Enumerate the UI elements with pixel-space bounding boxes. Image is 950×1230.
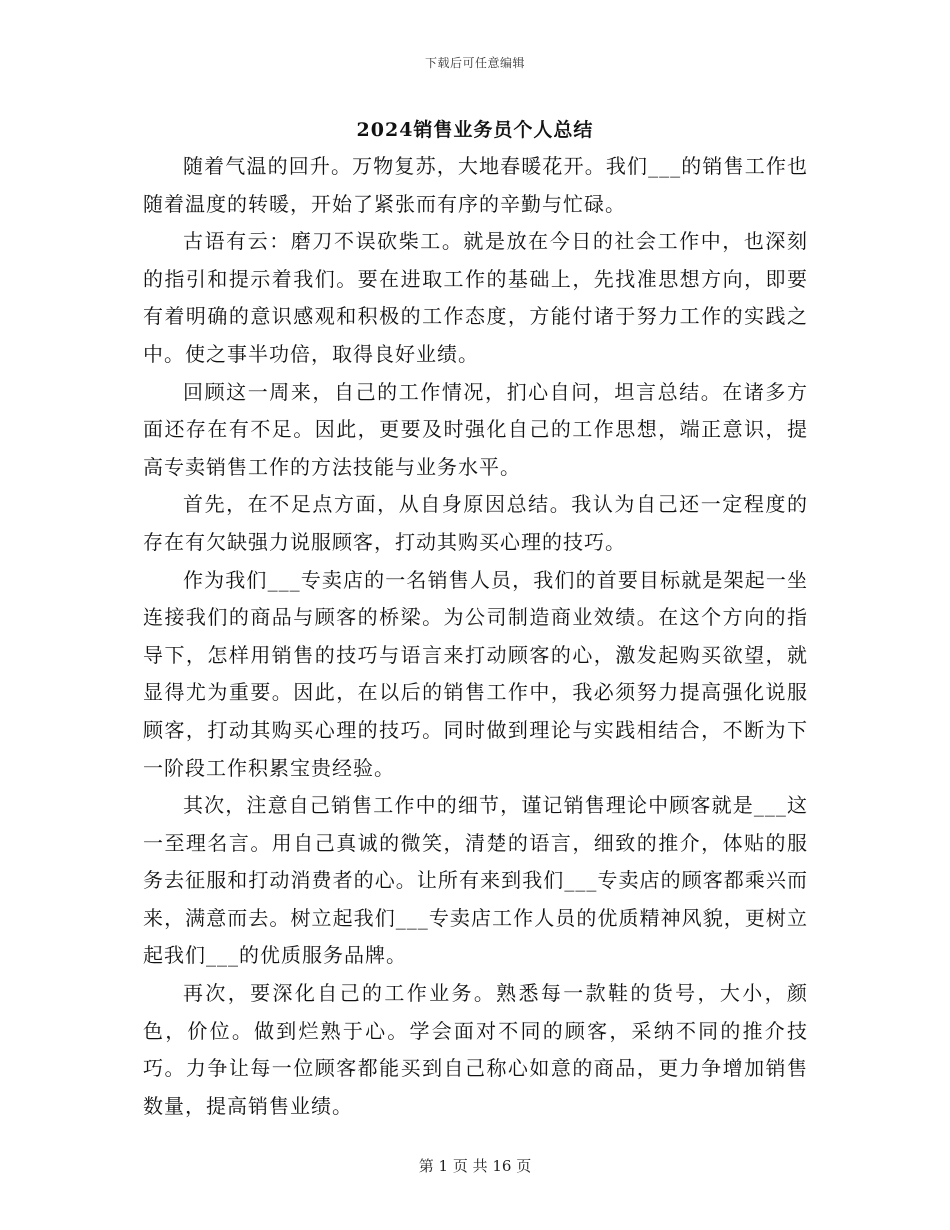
document-title: 2024销售业务员个人总结 — [356, 119, 594, 141]
paragraph: 古语有云：磨刀不误砍柴工。就是放在今日的社会工作中，也深刻的指引和提示着我们。要在进取工作的基础上，先找准思想方向，即要有着明确的意识感观和积极的工作态度，方能付诸于努力工作的实践之中。使之事半功倍，取得良好业绩。 — [143, 229, 808, 366]
document-body — [143, 148, 808, 1125]
paragraph: 首先，在不足点方面，从自身原因总结。我认为自己还一定程度的存在有欠缺强力说服顾客，打动其购买心理的技巧。 — [143, 492, 808, 554]
page-indicator: 第 1 页 共 16 页 — [418, 1157, 532, 1175]
paragraph: 再次，要深化自己的工作业务。熟悉每一款鞋的货号，大小，颜色，价位。做到烂熟于心。学会面对不同的顾客，采纳不同的推介技巧。力争让每一位顾客都能买到自己称心如意的商品，更力争增加销售数量，提高销售业绩。 — [143, 981, 808, 1118]
paragraph: 回顾这一周来，自己的工作情况，扪心自问，坦言总结。在诸多方面还存在有不足。因此，更要及时强化自己的工作思想，端正意识，提高专卖销售工作的方法技能与业务水平。 — [143, 379, 808, 479]
header-note: 下载后可任意编辑 — [424, 56, 525, 70]
paragraph: 其次，注意自己销售工作中的细节，谨记销售理论中顾客就是___这一至理名言。用自己真诚的微笑，清楚的语言，细致的推介，体贴的服务去征服和打动消费者的心。让所有来到我们___专卖店的顾客都乘兴而来，满意而去。树立起我们___专卖店工作人员的优质精神风貌，更树立起我们___的优质服务品牌。 — [143, 793, 808, 968]
paragraph: 随着气温的回升。万物复苏，大地春暖花开。我们___的销售工作也随着温度的转暖，开始了紧张而有序的辛勤与忙碌。 — [143, 154, 808, 216]
paragraph: 作为我们___专卖店的一名销售人员，我们的首要目标就是架起一坐连接我们的商品与顾客的桥梁。为公司制造商业效绩。在这个方向的指导下，怎样用销售的技巧与语言来打动顾客的心，激发起购买欲望，就显得尤为重要。因此，在以后的销售工作中，我必须努力提高强化说服顾客，打动其购买心理的技巧。同时做到理论与实践相结合，不断为下一阶段工作积累宝贵经验。 — [143, 567, 808, 780]
